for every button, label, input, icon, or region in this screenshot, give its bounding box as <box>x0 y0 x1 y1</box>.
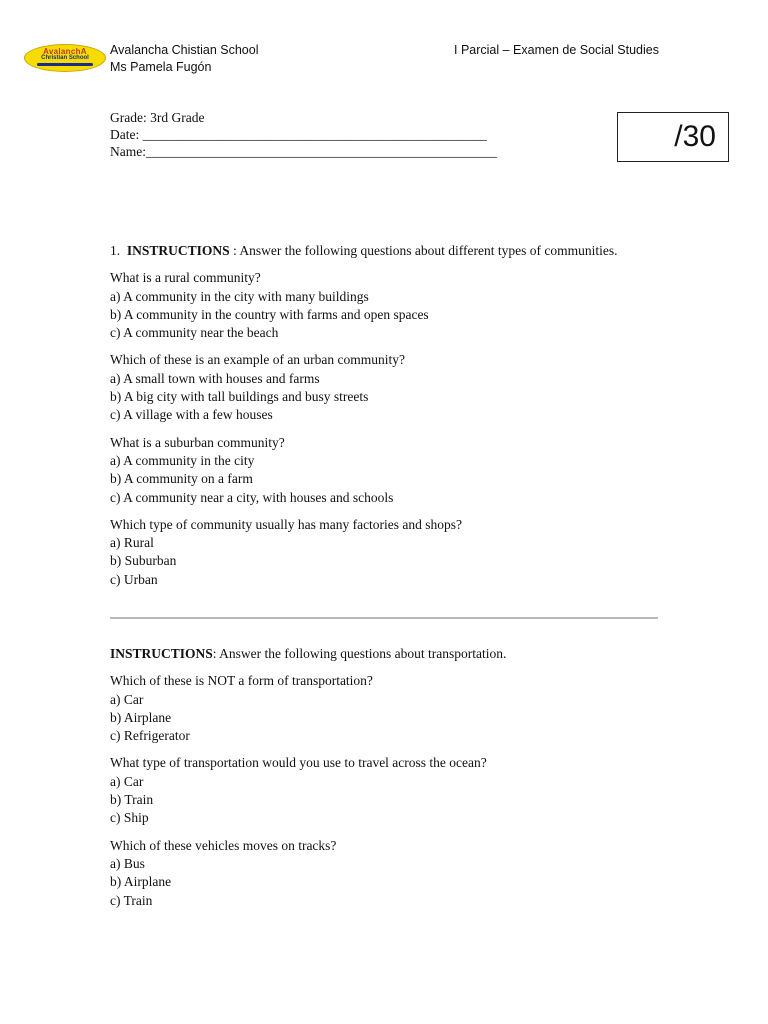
school-logo <box>24 44 106 72</box>
school-name: Avalancha Chistian School <box>110 43 259 57</box>
answer-option[interactable]: c) Ship <box>110 810 149 826</box>
name-field[interactable]: Name:____________________________________________________ <box>110 144 497 159</box>
question-block <box>110 434 670 507</box>
answer-option[interactable]: c) Refrigerator <box>110 728 190 744</box>
section2-instructions <box>110 645 670 663</box>
answer-option[interactable]: a) Car <box>110 691 144 707</box>
question-text: Which of these vehicles moves on tracks? <box>110 837 337 853</box>
answer-option[interactable]: a) A small town with houses and farms <box>110 370 320 386</box>
answer-option[interactable]: a) Rural <box>110 535 154 551</box>
answer-option[interactable]: b) A community in the country with farms and open spaces <box>110 306 429 322</box>
question-block <box>110 351 670 424</box>
question-block <box>110 754 670 827</box>
question-text: What is a suburban community? <box>110 434 285 450</box>
answer-option[interactable]: a) Bus <box>110 855 145 871</box>
section1-instructions <box>110 242 670 260</box>
question-text: What is a rural community? <box>110 270 261 286</box>
question-text: Which of these is NOT a form of transportation? <box>110 673 373 689</box>
question-text: What type of transportation would you use to travel across the ocean? <box>110 755 487 771</box>
answer-option[interactable]: c) A community near the beach <box>110 325 279 341</box>
answer-option[interactable]: b) Airplane <box>110 874 172 890</box>
section1-questions <box>110 269 670 589</box>
logo-subtitle: Christian School <box>41 55 89 61</box>
answer-option[interactable]: c) A community near a city, with houses and schools <box>110 489 394 505</box>
answer-option[interactable]: a) Car <box>110 773 144 789</box>
answer-option[interactable]: b) Suburban <box>110 553 177 569</box>
answer-option[interactable]: c) Urban <box>110 571 158 587</box>
question-block <box>110 837 670 910</box>
answer-option[interactable]: b) A big city with tall buildings and busy streets <box>110 389 369 405</box>
date-field[interactable]: Date: ___________________________________________________ <box>110 127 487 142</box>
section1-instructions-label: INSTRUCTIONS <box>126 243 230 258</box>
answer-option[interactable]: b) Train <box>110 792 154 808</box>
answer-option[interactable]: c) A village with a few houses <box>110 407 273 423</box>
exam-title: I Parcial – Examen de Social Studies <box>454 43 659 57</box>
section-transportation <box>110 645 670 910</box>
question-text: Which type of community usually has many factories and shops? <box>110 516 463 532</box>
section-divider <box>110 617 658 619</box>
section-communities <box>110 242 670 589</box>
question-text: Which of these is an example of an urban community? <box>110 352 406 368</box>
answer-option[interactable]: c) Train <box>110 892 153 908</box>
question-block <box>110 672 670 745</box>
teacher-name: Ms Pamela Fugón <box>110 60 212 74</box>
grade-line: Grade: 3rd Grade <box>110 110 205 125</box>
section2-questions <box>110 672 670 910</box>
answer-option[interactable]: a) A community in the city with many buildings <box>110 288 369 304</box>
question-block <box>110 516 670 589</box>
score-box <box>617 112 729 162</box>
logo-title: AvalanchA <box>43 47 87 56</box>
section2-instructions-text: : Answer the following questions about transportation. <box>212 646 507 661</box>
answer-option[interactable]: b) A community on a farm <box>110 471 253 487</box>
score-total: /30 <box>674 120 716 153</box>
question-block <box>110 269 670 342</box>
section1-number: 1. <box>110 243 121 258</box>
section2-instructions-label: INSTRUCTIONS <box>110 646 213 661</box>
logo-stripe <box>37 63 93 66</box>
section1-instructions-text: : Answer the following questions about different types of communities. <box>229 243 618 258</box>
answer-option[interactable]: b) Airplane <box>110 709 172 725</box>
answer-option[interactable]: a) A community in the city <box>110 452 255 468</box>
